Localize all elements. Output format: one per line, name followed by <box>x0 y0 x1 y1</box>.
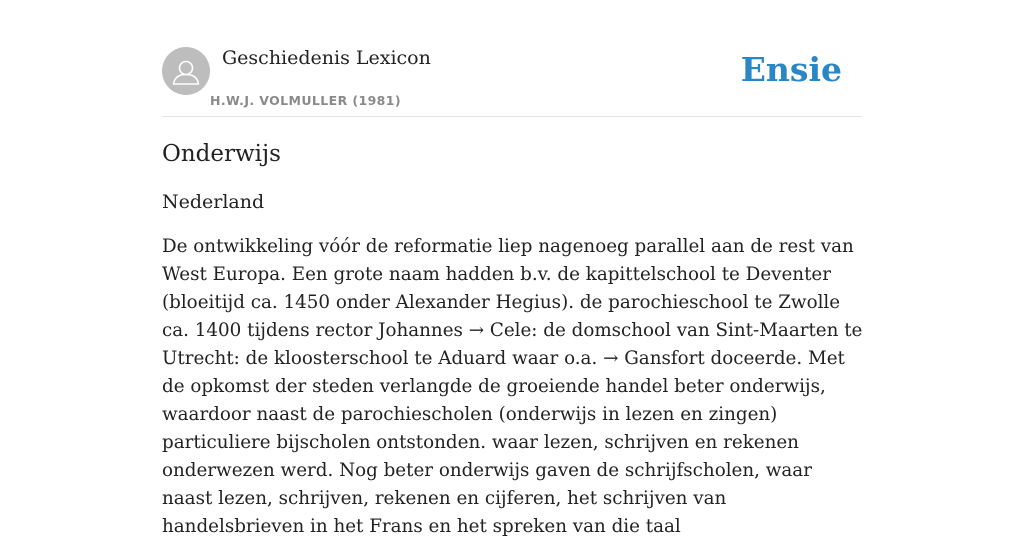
entry-content <box>162 137 866 541</box>
entry-subheading: Nederland <box>162 191 265 213</box>
brand-logo[interactable]: Ensie <box>740 50 842 89</box>
avatar[interactable] <box>162 47 210 95</box>
page-title: Onderwijs <box>162 141 281 167</box>
book-title-link[interactable]: Geschiedenis Lexicon <box>222 47 431 69</box>
book-author: H.W.J. VOLMULLER (1981) <box>210 93 401 108</box>
user-icon <box>162 47 210 95</box>
entry-body: De ontwikkeling vóór de reformatie liep nagenoeg parallel aan de rest van West Europa. Een grote naam hadden b.v. de kapittelschool te Deventer (bloeitijd ca. 1450 onder Alexander Hegius). de parochieschool te Zwolle ca. 1400 tijdens rector Johannes → Cele: de domschool van Sint-Maarten te Utrecht: de kloosterschool te Aduard waar o.a. → Gansfort doceerde. Met de opkomst der steden verlangde de groeiende handel beter onderwijs, waardoor naast de parochiescholen (onderwijs in lezen en zingen) particuliere bijscholen ontstonden. waar lezen, schrijven en rekenen onderwezen werd. Nog beter onderwijs gaven de schrijfscholen, waar naast lezen, schrijven, rekenen en cijferen, het schrijven van handelsbrieven in het Frans en het spreken van die taal <box>162 236 863 537</box>
header <box>162 46 862 117</box>
